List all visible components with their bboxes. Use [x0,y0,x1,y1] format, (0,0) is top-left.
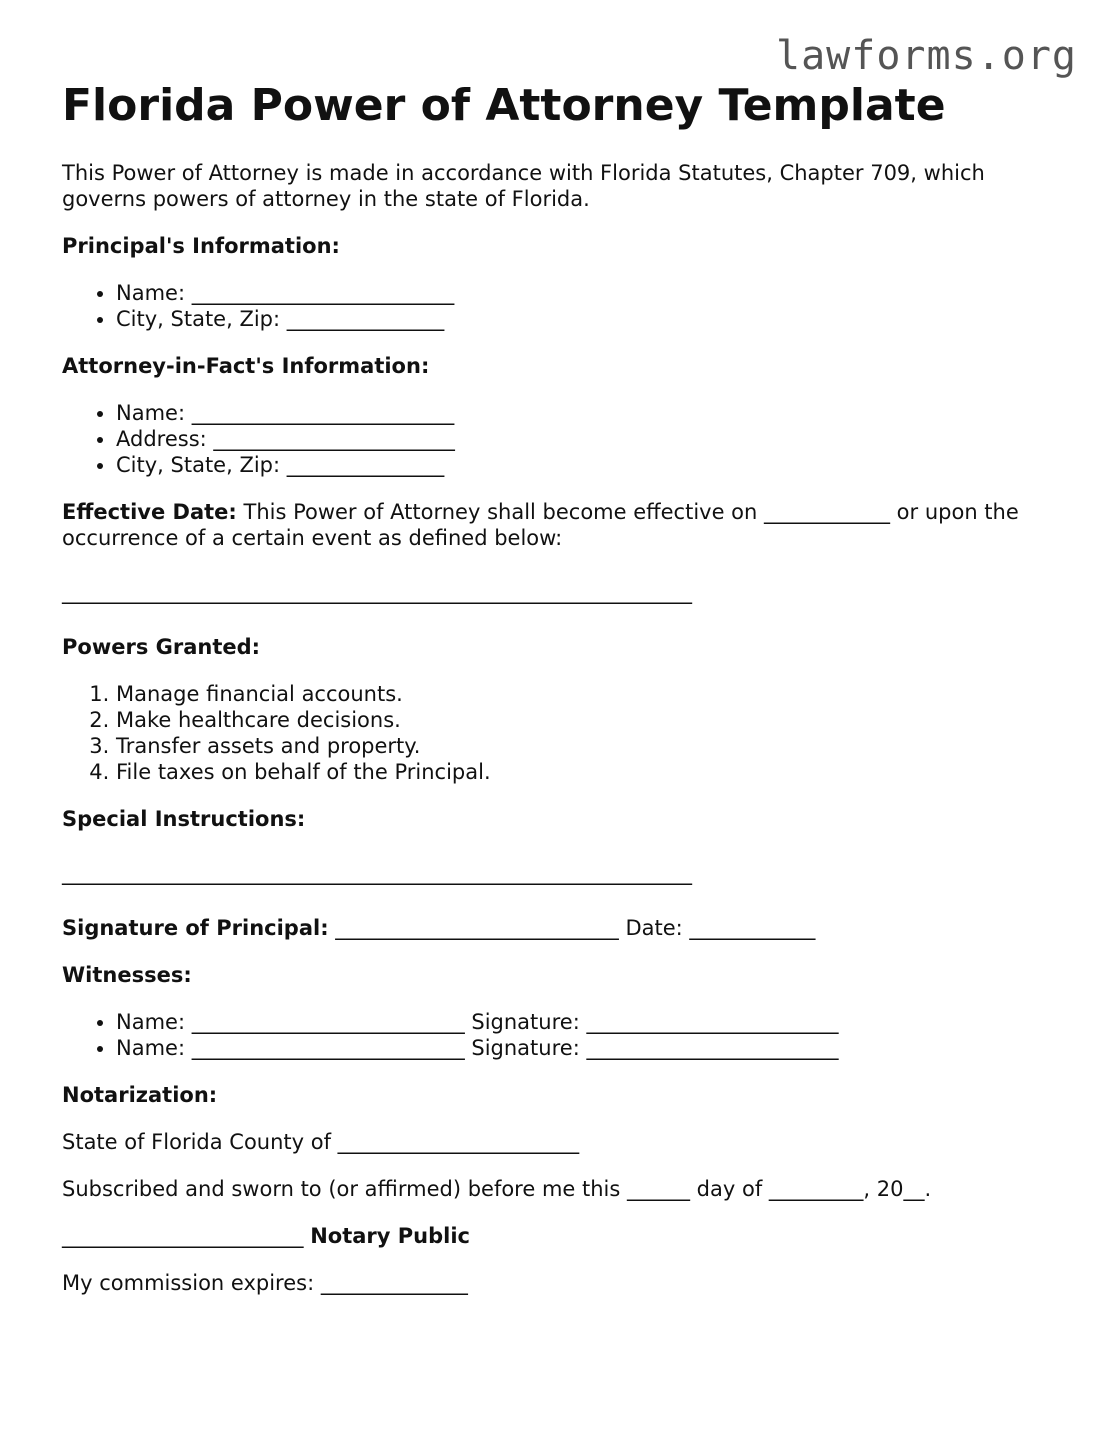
document-page [62,80,1052,1296]
principal-name-field[interactable]: • Name: _________________________ [116,280,1052,306]
signature-label: Signature of Principal: [62,916,329,940]
attorney-city-field[interactable]: • City, State, Zip: _______________ [116,452,1052,478]
signature-field[interactable]: ___________________________ Date: ____________ [328,916,816,940]
effective-date-paragraph [62,499,1052,551]
power-item: 2. Make healthcare decisions. [116,707,1052,733]
page-title: Florida Power of Attorney Template [62,80,946,131]
attorney-list [62,400,1052,478]
effective-date-label: Effective Date: [62,500,237,524]
power-item: 1. Manage financial accounts. [116,681,1052,707]
notary-public-label: Notary Public [310,1224,470,1248]
witness-row[interactable]: • Name: __________________________ Signature: ________________________ [116,1009,1052,1035]
commission-expires-field[interactable]: My commission expires: ______________ [62,1271,468,1295]
notary-signature-blank[interactable]: _______________________ [62,1224,311,1248]
watermark-logo: lawforms.org [776,33,1077,79]
powers-list [62,681,1052,785]
witness-row[interactable]: • Name: __________________________ Signature: ________________________ [116,1035,1052,1061]
powers-heading: Powers Granted: [62,635,261,659]
special-instructions-heading: Special Instructions: [62,807,306,831]
special-instructions-blank[interactable]: ____________________________________________________________ [62,861,692,885]
attorney-name-field[interactable]: • Name: _________________________ [116,400,1052,426]
intro-paragraph: This Power of Attorney is made in accordance with Florida Statutes, Chapter 709, which governs powers of attorney in the state of Florida. [62,161,985,211]
principal-list [62,280,1052,332]
power-item: 4. File taxes on behalf of the Principal. [116,759,1052,785]
witnesses-heading: Witnesses: [62,963,192,987]
effective-event-blank[interactable]: ____________________________________________________________ [62,580,692,604]
attorney-heading: Attorney-in-Fact's Information: [62,354,430,378]
witnesses-list [62,1009,1052,1061]
signature-paragraph [62,915,1052,941]
notary-public-line [62,1223,1052,1249]
effective-date-text[interactable]: This Power of Attorney shall become effective on ____________ or upon the occurrence of a certain event as defined below: [62,500,1019,550]
notary-county-field[interactable]: State of Florida County of _______________________ [62,1130,580,1154]
attorney-address-field[interactable]: • Address: _______________________ [116,426,1052,452]
notarization-heading: Notarization: [62,1083,218,1107]
power-item: 3. Transfer assets and property. [116,733,1052,759]
principal-heading: Principal's Information: [62,234,340,258]
principal-city-field[interactable]: • City, State, Zip: _______________ [116,306,1052,332]
notary-sworn-line[interactable]: Subscribed and sworn to (or affirmed) before me this ______ day of _________, 20__. [62,1177,932,1201]
